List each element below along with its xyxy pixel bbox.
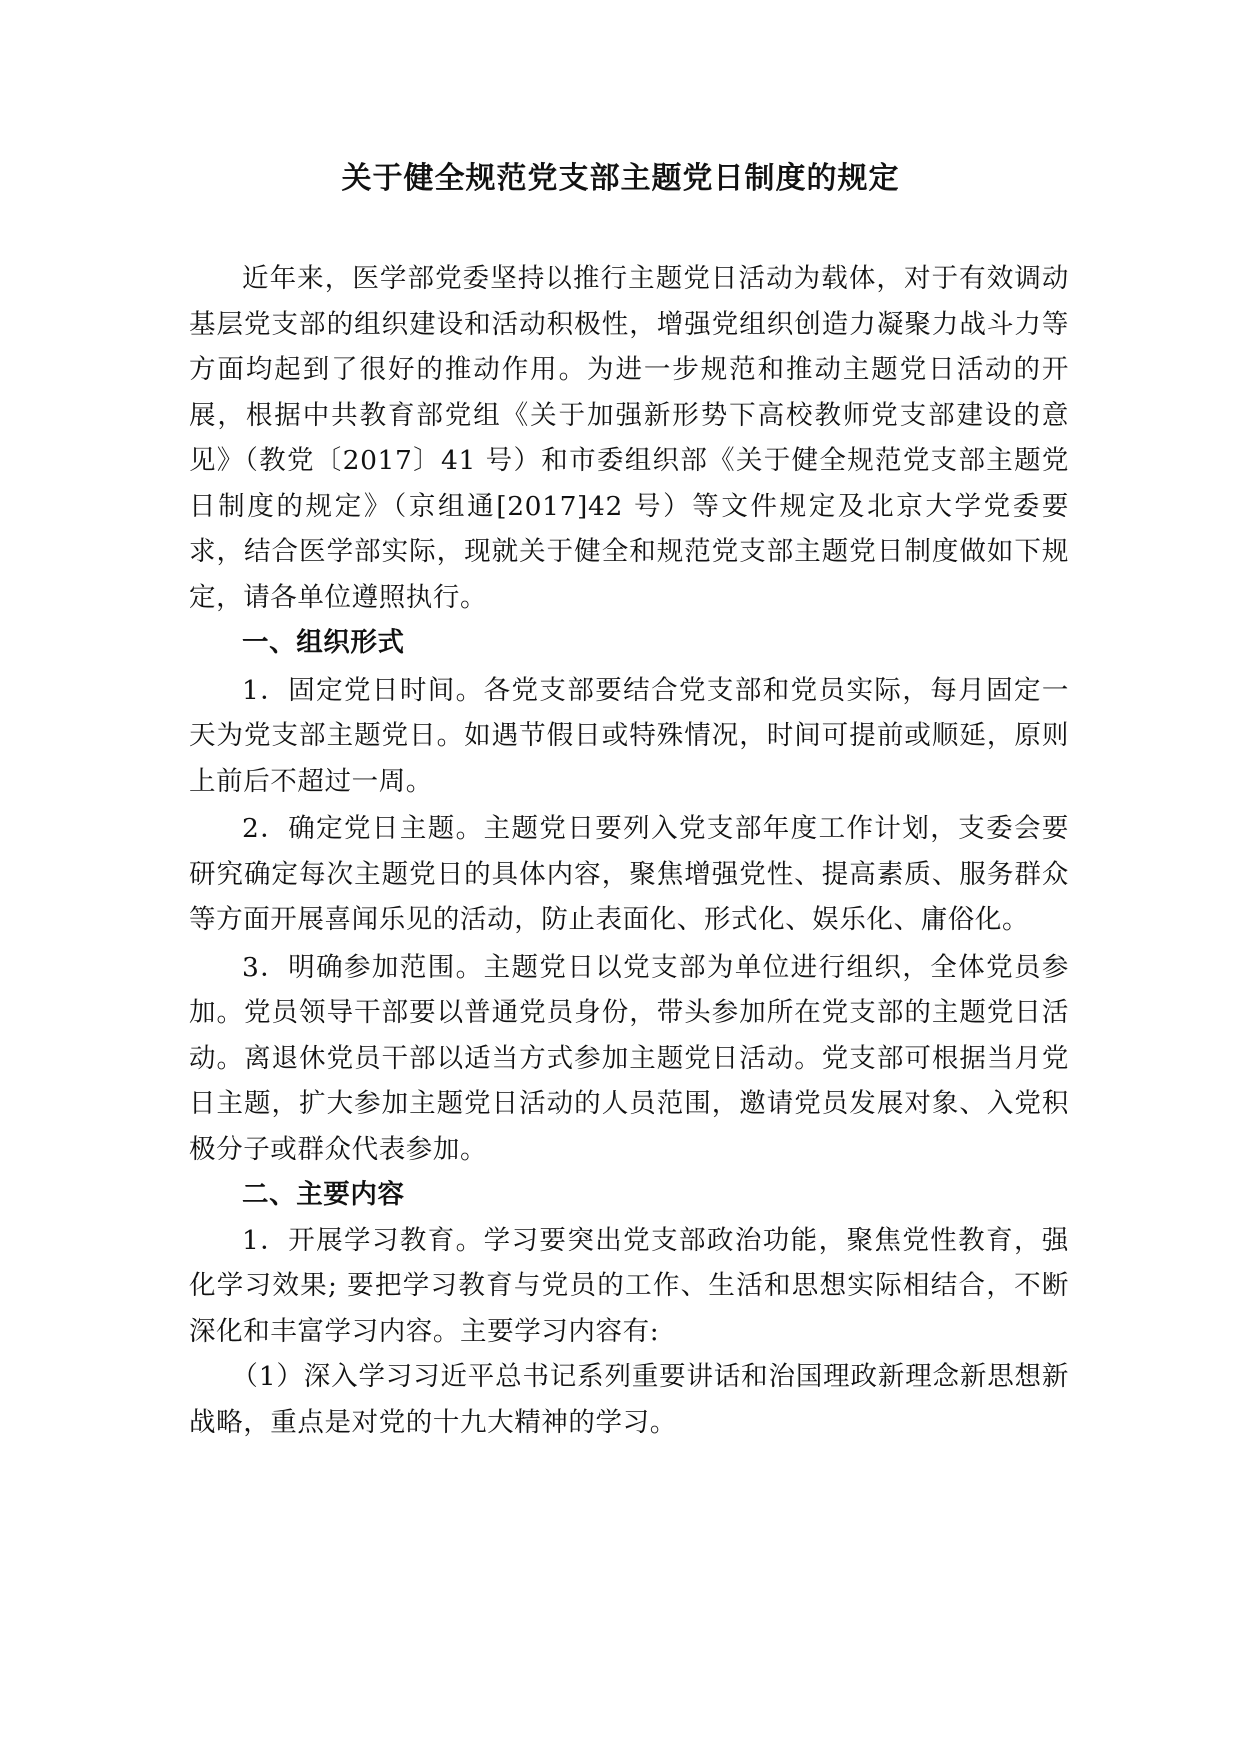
section2-sub-item-1: （1）深入学习习近平总书记系列重要讲话和治国理政新理念新思想新战略，重点是对党的十九大精神的学习。	[189, 1361, 1069, 1438]
document-body	[189, 256, 1069, 1445]
section-heading-main-content: 二、主要内容	[242, 1179, 405, 1210]
section1-item-1: 1．固定党日时间。各党支部要结合党支部和党员实际，每月固定一天为党支部主题党日。如遇节假日或特殊情况，时间可提前或顺延，原则上前后不超过一周。	[189, 674, 1069, 797]
document-title: 关于健全规范党支部主题党日制度的规定	[341, 161, 900, 196]
section1-item-3: 3．明确参加范围。主题党日以党支部为单位进行组织，全体党员参加。党员领导干部要以普通党员身份，带头参加所在党支部的主题党日活动。离退休党员干部以适当方式参加主题党日活动。党支部可根据当月党日主题，扩大参加主题党日活动的人员范围，邀请党员发展对象、入党积极分子或群众代表参加。	[189, 951, 1069, 1165]
section2-item-1: 1．开展学习教育。学习要突出党支部政治功能，聚焦党性教育，强化学习效果; 要把学习教育与党员的工作、生活和思想实际相结合，不断深化和丰富学习内容。主要学习内容有:	[189, 1224, 1069, 1347]
section1-item-2: 2．确定党日主题。主题党日要列入党支部年度工作计划，支委会要研究确定每次主题党日的具体内容，聚焦增强党性、提高素质、服务群众等方面开展喜闻乐见的活动，防止表面化、形式化、娱乐化、庸俗化。	[189, 813, 1069, 935]
section-heading-organization-form: 一、组织形式	[242, 627, 405, 658]
intro-paragraph: 近年来，医学部党委坚持以推行主题党日活动为载体，对于有效调动基层党支部的组织建设和活动积极性，增强党组织创造力凝聚力战斗力等方面均起到了很好的推动作用。为进一步规范和推动主题党日活动的开展，根据中共教育部党组《关于加强新形势下高校教师党支部建设的意见》（教党〔2017〕41 号）和市委组织部《关于健全规范党支部主题党日制度的规定》（京组通[2017]42 号）等文件规定及北京大学党委要求，结合医学部实际，现就关于健全和规范党支部主题党日制度做如下规定，请各单位遵照执行。	[189, 263, 1069, 613]
